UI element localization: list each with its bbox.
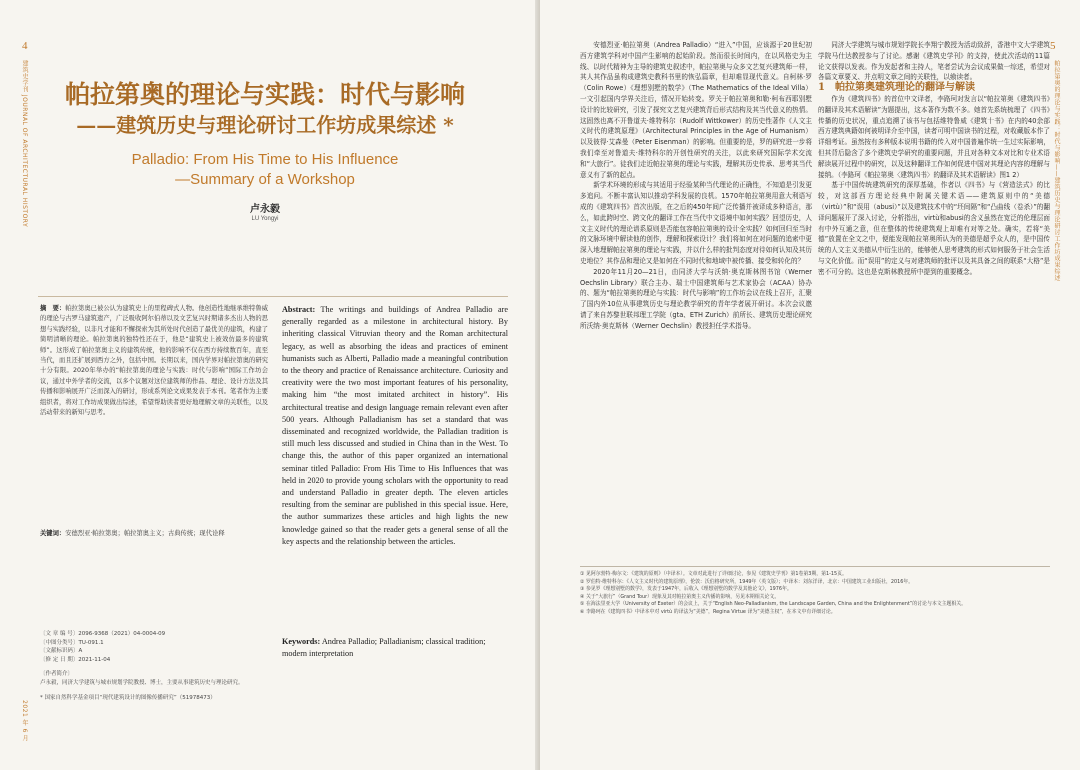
abstract-zh-text: 帕拉第奥已被公认为建筑史上的里程碑式人物。他创造性地继承维特鲁威的理论与古罗马建筑遗产，广泛吸收阿尔伯蒂以及文艺复兴时期诸多杰出人物的思想与实践经验，以非凡才能和不懈探索为其所处时代创造了最优美的建筑，构建了简明清晰的理论。帕拉第奥的独特性还在于，他是“建筑史上被效仿最多的建筑师”。这形成了帕拉第奥主义的建筑传统，他的影响不仅在西方持续数百年，直至当代，而且还扩展到西方之外，包括中国。长期以来，国内学界对帕拉第奥的研究十分有限。2020年举办的“帕拉第奥的理论与实践：时代与影响”国际工作坊会议，通过中外学者的交流，以多个议题对这位建筑师的作品、理论、设计方法及其传播和影响展开广泛而深入的研讨，形成系列论文成果发表于本刊。笔者作为主要组织者，将对工作坊成果做出综述，希望帮助读者更好地理解文章的关联性，以及活动带来的新知与思考。 — [40, 305, 269, 417]
meta-classification: 〔中图分类号〕TU-091.1 — [40, 639, 104, 646]
body-column-1 — [580, 40, 812, 332]
section-heading: 1 帕拉第奥建筑理论的翻译与解读 — [818, 82, 975, 94]
footnote-item: ⑤ 在海法里亚大学（University of Exeter）的会议上，关于“English Neo-Palladianism, the Landscape Garden, China and the Enlightenment”的讨论与本文主题相关。 — [580, 601, 967, 608]
issue-date-side-label: 2021 年 6 月 — [21, 700, 28, 742]
keywords-en-label: Keywords: — [282, 637, 321, 646]
abstract-en-label: Abstract: — [282, 305, 316, 314]
journal-side-label: 建筑史学刊 JOURNAL OF ARCHITECTURAL HISTORY — [21, 60, 28, 228]
abstract-en-text: The writings and buildings of Andrea Palladio are generally regarded as a milestone in architectural history. By inheriting classical Vitruvian theory and the Roman architectural legacy, as well as absorbing the ideas and practices of eminent humanists such as Alberti, Palladio made a meaningful contribution to the theory and practice of Renaissance architecture. Curiosity and creativity were the two most important features of his personality, making him “the most imitated architect in history”. His architectural treatise and design language remain relevant even after 500 years. Although Palladianism has set a standard that was disseminated and recognized worldwide, the Palladian tradition is still much less discussed and studied in China than in the West. To change this, the author of this paper organized an international seminar titled Palladio: From His Time to His Influences that was held in 2020 to provide young scholars with the opportunity to read and understand Palladio in greater depth. The eleven articles resulting from the seminar are published in this special issue. Here, the author summarizes these articles and high lights the new knowledge gained so that the reader gets a general sense of all the key aspects and the relationship between the articles. — [282, 305, 508, 546]
body-paragraph: 作为《建筑四书》的首位中文译者，李路珂对发言以“帕拉第奥《建筑四书》的翻译及其术语解读”为题提出，这本著作为数不多。她首先系统梳理了《四书》传播的历史状况，重点追溯了该书与包括维特鲁威《建筑十书》在内的40余部西方建筑典籍如何被明译介至中国，读者可明中国读书的过程，对收藏版本作了详细考证。虽然按有多种版本说明书籍的传入对中国普遍作统一生过实际影响，但其背后隐含了多个建筑史学研究的重要问题，并且对各种文本对比和专业术语解读展开过程中的研究，以及这种翻译工作如何促进中国对其理论内容的理解与接纳。（李路珂《帕拉第奥〈建筑四书〉的翻译及其术语解读》图1 2） — [818, 94, 1050, 179]
body-column-2 — [818, 40, 1050, 278]
fund-note: * 国家自然科学基金项目“现代建筑设计的图像传播研究”（51978473） — [40, 694, 216, 701]
keywords-zh-text: 安德烈亚·帕拉第奥；帕拉第奥主义；古典传统；现代诠释 — [65, 530, 225, 537]
abstract-zh-label: 摘 要： — [40, 305, 66, 312]
body-paragraph: 同济大学建筑与城市规划学院长李翔宁教授为活动致辞，香港中文大学建筑学院马仕达教授参与了讨论。感谢《建筑史学刊》的支持，使此次活动的11篇论文获得以发表。作为发起者和主持人，笔者尝试为会议成果做一综述，希望对各篇文章要义、并点明文章之间的关联性，以飨读者。 — [818, 41, 1050, 82]
author-name-en: LU Yongyi — [251, 216, 279, 222]
title-en-line-1: Palladio: From His Time to His Influence — [131, 151, 399, 168]
keywords-zh-label: 关键词： — [40, 530, 66, 537]
article-title-en — [60, 150, 470, 190]
author-info: 卢永毅，同济大学建筑与城市规划学院教授、博士，主要从事建筑历史与理论研究。 — [40, 679, 244, 686]
meta-document-code: 〔文献标识码〕A — [40, 648, 83, 655]
article-metadata — [40, 630, 268, 702]
author-name-zh: 卢永毅 — [250, 204, 280, 215]
abstract-en — [282, 304, 508, 548]
meta-article-number: 〔文 章 编 号〕2096-9368（2021）04-0004-09 — [40, 631, 166, 637]
footnote-item: ③ 参见罗《理想别墅的数学》，发表于1947年，后收入《理想别墅的数学及其他论文》，1976年。 — [580, 586, 792, 593]
article-subtitle-zh: ——建筑历史与理论研讨工作坊成果综述 * — [76, 113, 454, 137]
page-number-left: 4 — [22, 40, 28, 52]
footnotes — [580, 571, 1050, 617]
body-paragraph: 2020年11月20—21日，由同济大学与沃纳·奥克斯林图书馆（Werner Oechslin Library）联合主办、瑞士中国建筑师与艺术家协会（ACAA）协办的、题为“帕拉第奥的理论与实践：时代与影响”的工作坊会议在线上召开，汇聚了国内外10位从事建筑历史与理论教学研究的青年学者展开研讨。本次会议邀请了来自苏黎世联邦理工学院（gta、ETH Zurich）前所长、建筑历史理论研究所沃纳·奥克斯林（Werner Oechslin）教授担任学术指导。 — [580, 267, 812, 330]
title-en-line-2: —Summary of a Workshop — [175, 171, 355, 188]
article-side-label: 帕拉第奥的理论与实践：时代与影响——建筑历史与理论研讨工作坊成果综述 — [1053, 60, 1060, 281]
keywords-en-text: Andrea Palladio; Palladianism; classical tradition; modern interpretation — [282, 637, 486, 659]
footnote-item: ⑥ 李路珂在《建筑四书》中译本中对 virtù 的译法为“美德”，Regina Virtue 译为“美德主权”，在本文中有详细讨论。 — [580, 608, 836, 615]
footnote-item: ② 罗伯特·维特科尔：《人文主义时代的建筑原理》，伦敦：沃伯格研究所，1949年（英文版）；中译本：刘东洋译，北京：中国建筑工业出版社，2016年。 — [580, 578, 914, 585]
keywords-en — [282, 636, 508, 660]
author-info-label: 〔作者简介〕 — [40, 671, 74, 678]
footnote-item: ④ 关于“大旅行”（Grand Tour）现象及其对帕拉第奥主义传播的影响，另见本期相关论文。 — [580, 593, 780, 600]
footnote-divider — [580, 566, 1050, 567]
body-paragraph: 基于中国传统建筑研究的深厚基础，作者以《四书》与《营造法式》的比较，对这部西方理论经典中附属关键术语——建筑原则中的“美德（virtù）”和“误用（abusi）”以及建筑技术中的“坯间隔”和“凸曲线（卷杀）”的翻译问题展开了深入讨论，分析指出，virtù和abusi的含义虽然在宽泛的伦理层面有中外互通之意，但在整体的传统建筑观上却难有对等之处。确实，若将“美德”放置在全文之中，便能发现帕拉第奥所认为的美德是超乎众人的，是中国传统的人文主义美德从中衍生出的，能够使人思考建筑的形式如何服务于社会生活与文化价值。而“误用”的定义与对建筑师的批评以及其具备之间的联系“大格”是密不可分的。这也是克斯林教授所中提到的重要概念。 — [818, 181, 1050, 276]
abstract-divider — [38, 296, 508, 297]
body-paragraph: 安德烈亚·帕拉第奥（Andrea Palladio）“进入”中国，应该源于20世纪初西方建筑学科对中国产生影响的起始阶段。然而很长时间内，在以风格史为主线、以时代精神为主导的建筑史叙述中，帕拉第奥与众多文艺复兴建筑师一样，其人其作品虽构成建筑史教科书里的恢弘篇章，但却难显现代意义。自柯林·罗（Colin Rowe）《理想别墅的数学》（The Mathematics of the Ideal Villa）一文引起国内学界关注后，情况开始转变。罗关于帕拉第奥和勒·柯布西耶别墅设计的比较研究，引发了探究文艺复兴建筑背后形式结构及其当代意义的热情。这固然也离不开鲁道夫·维特科尔（Rudolf Wittkower）的历史性著作《人文主义时代的建筑原理》（Architectural Principles in the Age of Humanism）以及彼得·艾森曼（Peter Eisenman）的影响。但重要的是，罗的研究进一步将我们牵至对鲁道夫·维特科尔的开创性研究的关注，以此来研究国际学术交流和“大旅行”。徒我们走近帕拉第奥的理论与实践，理解其历史传承、思考其当代意义有了新的起点。 — [580, 41, 812, 179]
article-title-zh: 帕拉第奥的理论与实践：时代与影响 — [64, 80, 465, 109]
meta-revision-date: 〔修 定 日 期〕2021-11-04 — [40, 656, 111, 663]
right-page — [540, 0, 1080, 770]
abstract-zh — [40, 304, 268, 418]
page-number-right: 5 — [1050, 40, 1056, 52]
footnote-item: ① 见阿尔勃特·梅尔文：《建筑的原则》（中译本）。文章对此进行了详细讨论，参见《建筑史学刊》第1卷第3期，第1-15页。 — [580, 571, 847, 577]
body-paragraph: 新学术环境的形成与其适用于经验某种当代理论的正确性，不知道是引发更多追问。不断丰富认知以推动学科发展的良机。1570年帕拉第奥用意大利语写成的《建筑四书》首次出版，在之后的450年间广泛传播并被译成多种语言，那么，如此跨时空、跨文化的翻译工作在当代中文语境中如何实践？回望历史，人文主义时代的理论谱系原则是否能包容帕拉第奥的设计全实践？如何回归至当时的文脉环境中解读他的创作，理解和探索设计？我们将如何在对问题的追索中更深入地理解帕拉第奥的理论与实践，并以什么样的批判态度对待如何认知及其历史地位？其作品和理论又是如何在不同时代和地域中被传播、接受和转化的？ — [580, 181, 812, 265]
keywords-zh — [40, 528, 268, 540]
